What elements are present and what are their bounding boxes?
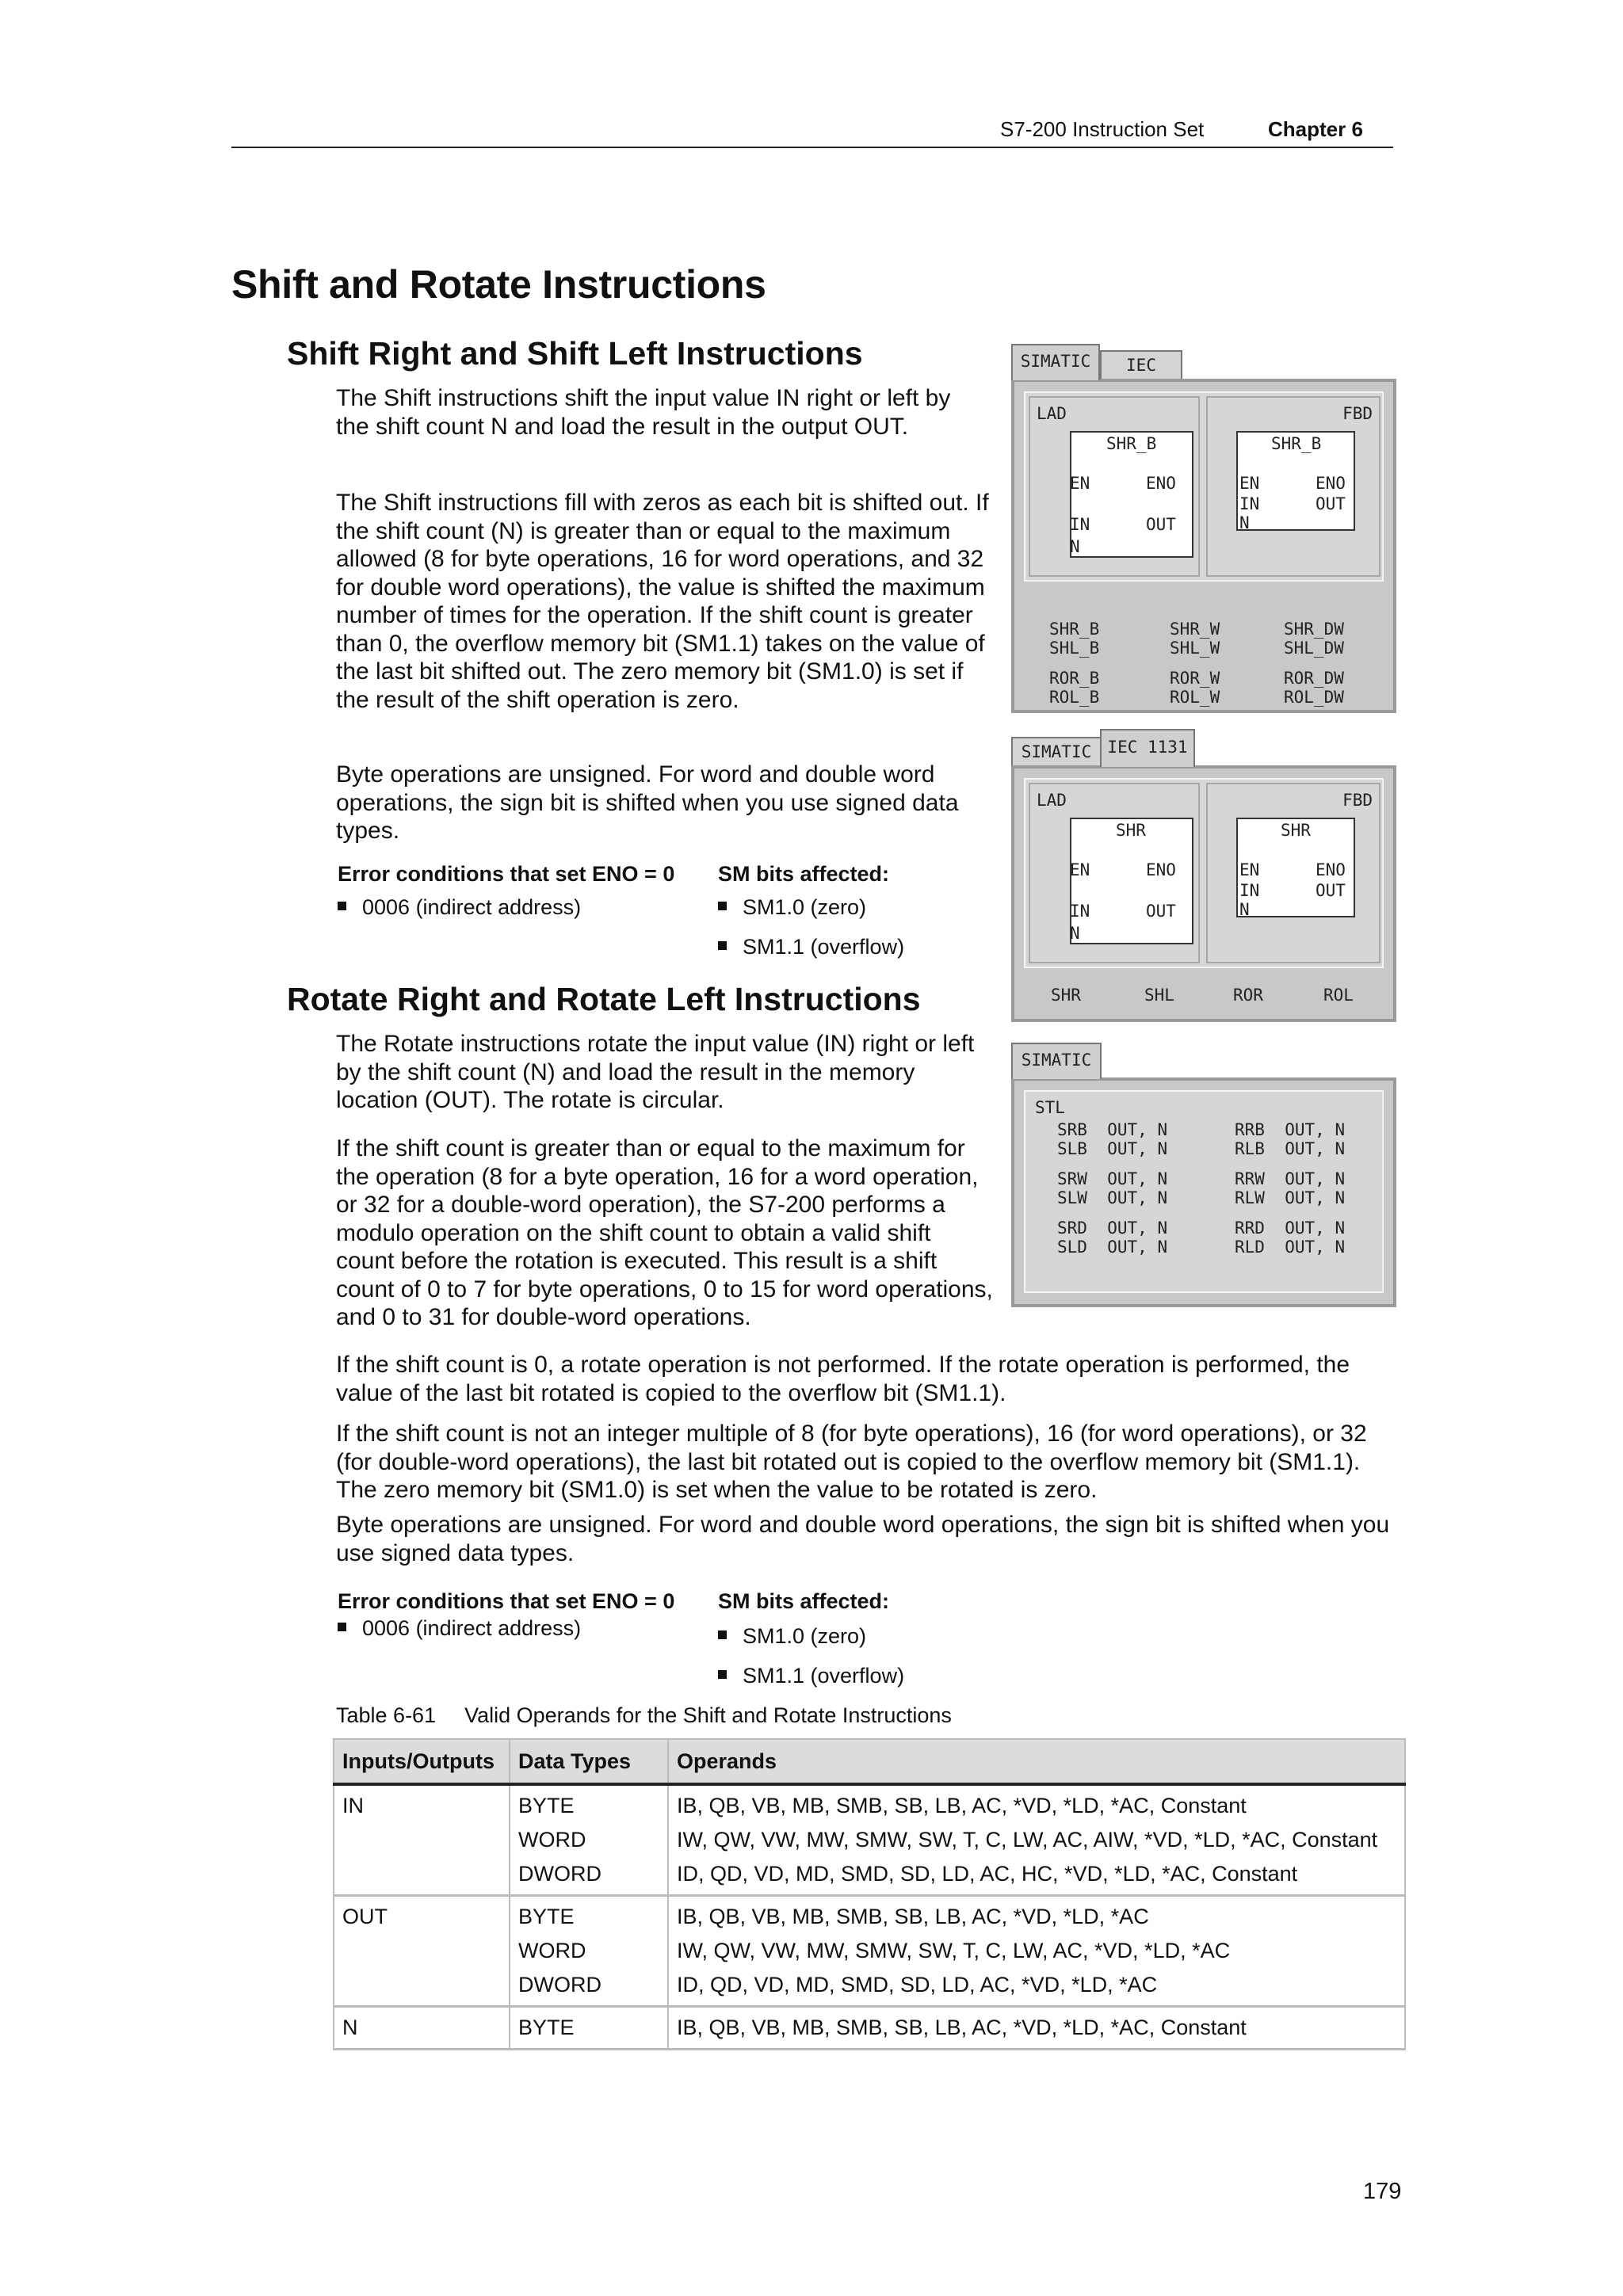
lad-pane	[1029, 783, 1200, 963]
pin-en: EN	[1070, 860, 1090, 879]
stl-row[interactable]: RLD OUT, N	[1235, 1238, 1346, 1257]
shift-para-3: Byte operations are unsigned. For word and double word operations, the sign bit is shifted when you use signed data types.	[336, 761, 959, 844]
rotate-sm-item: SM1.1 (overflow)	[718, 1664, 904, 1688]
figure-inner	[1024, 1090, 1384, 1293]
shift-heading: Shift Right and Shift Left Instructions	[287, 335, 863, 372]
page-number: 179	[1363, 2179, 1402, 2204]
pin-eno: ENO	[1316, 474, 1346, 493]
box-name: SHR	[1116, 821, 1146, 840]
rotate-para-3: If the shift count is 0, a rotate operation is not performed. If the rotate operation is performed, the value of the last bit rotated is copied to the overflow bit (SM1.1).	[336, 1352, 1350, 1406]
column-header: Operands	[668, 1739, 1405, 1784]
figure-inner	[1024, 778, 1384, 968]
op-item[interactable]: ROR_W	[1170, 669, 1220, 688]
op-item[interactable]: SHL	[1144, 986, 1174, 1005]
shift-sm-item: SM1.1 (overflow)	[718, 935, 904, 959]
op-item[interactable]: ROR	[1233, 986, 1263, 1005]
shift-sm-item: SM1.0 (zero)	[718, 895, 866, 920]
pin-en: EN	[1239, 474, 1260, 493]
op-item[interactable]: ROR_DW	[1284, 669, 1344, 688]
stl-row[interactable]: RRD OUT, N	[1235, 1219, 1346, 1238]
pin-out: OUT	[1316, 494, 1346, 513]
rotate-error-item: 0006 (indirect address)	[338, 1616, 581, 1641]
stl-row[interactable]: RRB OUT, N	[1235, 1120, 1346, 1139]
shift-sm-label: SM bits affected:	[718, 862, 890, 886]
stl-row[interactable]: SRD OUT, N	[1057, 1219, 1168, 1238]
table-cell-io: N	[334, 2007, 510, 2050]
pin-en: EN	[1239, 860, 1260, 879]
pin-n: N	[1070, 924, 1080, 943]
figure-frame	[1011, 765, 1396, 1022]
figure-frame	[1011, 1077, 1396, 1307]
pin-n: N	[1070, 537, 1080, 556]
pin-eno: ENO	[1316, 860, 1346, 879]
op-item[interactable]: ROL_DW	[1284, 688, 1344, 707]
table-cell-operands: IB, QB, VB, MB, SMB, SB, LB, AC, *VD, *LD, *AC, Constant	[668, 2007, 1405, 2050]
op-item[interactable]: ROL_W	[1170, 688, 1220, 707]
op-item[interactable]: ROL	[1323, 986, 1354, 1005]
pin-eno: ENO	[1146, 860, 1176, 879]
fbd-pane	[1206, 396, 1381, 577]
rotate-para-1: The Rotate instructions rotate the input value (IN) right or left by the shift count (N) and load the result in the memory location (OUT). The rotate is circular.	[336, 1031, 975, 1113]
lad-pane	[1029, 396, 1200, 577]
pin-en: EN	[1070, 474, 1090, 493]
rotate-error-label: Error conditions that set ENO = 0	[338, 1589, 675, 1613]
table-cell-io: IN	[334, 1784, 510, 1896]
pin-in: IN	[1239, 881, 1260, 900]
table-header-row	[334, 1739, 1405, 1784]
table-cell-types: BYTE WORD DWORD	[510, 1784, 668, 1896]
pin-n: N	[1239, 513, 1250, 532]
stl-row[interactable]: RLB OUT, N	[1235, 1139, 1346, 1158]
header-rule	[231, 147, 1393, 148]
table-row	[334, 1784, 1405, 1896]
rotate-para-4: If the shift count is not an integer multiple of 8 (for byte operations), 16 (for word operations), or 32 (for double-word operations), the last bit rotated out is copied to the overflow memory bit (SM1.1). The zero memory bit (SM1.0) is set when the value to be rotated is zero.	[336, 1421, 1367, 1503]
stl-row[interactable]: RRW OUT, N	[1235, 1169, 1346, 1188]
figure-stl	[1011, 1043, 1396, 1307]
table-row	[334, 2007, 1405, 2050]
rotate-para-5: Byte operations are unsigned. For word and double word operations, the sign bit is shifted when you use signed data types.	[336, 1512, 1390, 1566]
running-header-title: S7-200 Instruction Set	[1000, 117, 1205, 141]
table-cell-types: BYTE WORD DWORD	[510, 1896, 668, 2007]
rotate-sm-label: SM bits affected:	[718, 1589, 890, 1613]
stl-row[interactable]: SRW OUT, N	[1057, 1169, 1168, 1188]
tab-simatic[interactable]: SIMATIC	[1011, 344, 1100, 380]
op-item[interactable]: SHL_B	[1049, 639, 1100, 658]
tab-iec-1131[interactable]: IEC	[1100, 350, 1182, 380]
box-name: SHR_B	[1106, 434, 1157, 453]
page-title: Shift and Rotate Instructions	[231, 262, 766, 307]
tab-simatic[interactable]: SIMATIC	[1011, 1043, 1102, 1079]
op-item[interactable]: SHR	[1051, 986, 1081, 1005]
box-name: SHR_B	[1271, 434, 1322, 453]
shift-error-item: 0006 (indirect address)	[338, 895, 581, 920]
table-cell-types: BYTE	[510, 2007, 668, 2050]
stl-row[interactable]: SLW OUT, N	[1057, 1188, 1168, 1207]
pin-out: OUT	[1316, 881, 1346, 900]
lad-label: LAD	[1037, 791, 1067, 810]
table-cell-io: OUT	[334, 1896, 510, 2007]
shift-para-2: The Shift instructions fill with zeros as each bit is shifted out. If the shift count (N) is greater than or equal to the maximum allowed (8 for byte operations, 16 for word operations, and 32 for double word operations), the value is shifted the maximum number of times for the operation. If the shift count is greater than 0, the overflow memory bit (SM1.1) takes on the value of the last bit shifted out. The zero memory bit (SM1.0) is set if the result of the shift operation is zero.	[336, 490, 989, 713]
rotate-para-2: If the shift count is greater than or equal to the maximum for the operation (8 for a byte operation, 16 for a word operation, or 32 for a double-word operation), the S7-200 performs a modulo operation on the shift count to obtain a valid shift count before the rotation is executed. This result is a shift count of 0 to 7 for byte operations, 0 to 15 for word operations, and 0 to 31 for double-word operations.	[336, 1135, 993, 1330]
pin-out: OUT	[1146, 902, 1176, 921]
column-header: Inputs/Outputs	[334, 1739, 510, 1784]
table-row	[334, 1896, 1405, 2007]
fbd-label: FBD	[1342, 791, 1373, 810]
op-item[interactable]: SHR_DW	[1284, 620, 1344, 639]
lad-label: LAD	[1037, 404, 1067, 423]
pin-n: N	[1239, 900, 1250, 919]
operands-table	[333, 1738, 1406, 2050]
fbd-label: FBD	[1342, 404, 1373, 423]
stl-row[interactable]: RLW OUT, N	[1235, 1188, 1346, 1207]
rotate-heading: Rotate Right and Rotate Left Instructions	[287, 981, 921, 1017]
box-name: SHR	[1281, 821, 1311, 840]
pin-eno: ENO	[1146, 474, 1176, 493]
figure-frame	[1011, 379, 1396, 713]
pin-in: IN	[1070, 515, 1090, 534]
pin-in: IN	[1070, 902, 1090, 921]
rotate-sm-item: SM1.0 (zero)	[718, 1624, 866, 1649]
fbd-pane	[1206, 783, 1381, 963]
op-item[interactable]: ROL_B	[1049, 688, 1100, 707]
shift-error-label: Error conditions that set ENO = 0	[338, 862, 675, 886]
pin-out: OUT	[1146, 515, 1176, 534]
figure-inner	[1024, 391, 1384, 582]
op-item[interactable]: SHR_W	[1170, 620, 1220, 639]
table-cell-operands: IB, QB, VB, MB, SMB, SB, LB, AC, *VD, *LD, *AC, Constant IW, QW, VW, MW, SMW, SW, T, C, LW, AC, AIW, *VD, *LD, *AC, Constant ID, QD, VD, MD, SMD, SD, LD, AC, HC, *VD, *LD, *AC, Constant	[668, 1784, 1405, 1896]
stl-row[interactable]: SLD OUT, N	[1057, 1238, 1168, 1257]
op-item[interactable]: ROR_B	[1049, 669, 1100, 688]
table-cell-operands: IB, QB, VB, MB, SMB, SB, LB, AC, *VD, *LD, *AC IW, QW, VW, MW, SMW, SW, T, C, LW, AC, *VD, *LD, *AC ID, QD, VD, MD, SMD, SD, LD, AC, *VD, *LD, *AC	[668, 1896, 1405, 2007]
running-header-chapter: Chapter 6	[1268, 117, 1363, 141]
figure-iec-lad-fbd	[1011, 729, 1396, 1022]
figure-simatic-lad-fbd	[1011, 344, 1396, 713]
column-header: Data Types	[510, 1739, 668, 1784]
op-item[interactable]: SHR_B	[1049, 620, 1100, 639]
table-caption-text: Valid Operands for the Shift and Rotate Instructions	[464, 1703, 952, 1727]
tab-iec-1131[interactable]: IEC 1131	[1100, 729, 1195, 767]
op-item[interactable]: SHL_DW	[1284, 639, 1344, 658]
table-caption-number: Table 6-61	[336, 1703, 437, 1727]
stl-label: STL	[1035, 1098, 1065, 1117]
op-item[interactable]: SHL_W	[1170, 639, 1220, 658]
tab-simatic[interactable]: SIMATIC	[1011, 737, 1102, 767]
table-caption	[336, 1703, 952, 1728]
shift-para-1: The Shift instructions shift the input value IN right or left by the shift count N and load the result in the output OUT.	[336, 385, 951, 440]
stl-row[interactable]: SLB OUT, N	[1057, 1139, 1168, 1158]
pin-in: IN	[1239, 494, 1260, 513]
stl-row[interactable]: SRB OUT, N	[1057, 1120, 1168, 1139]
